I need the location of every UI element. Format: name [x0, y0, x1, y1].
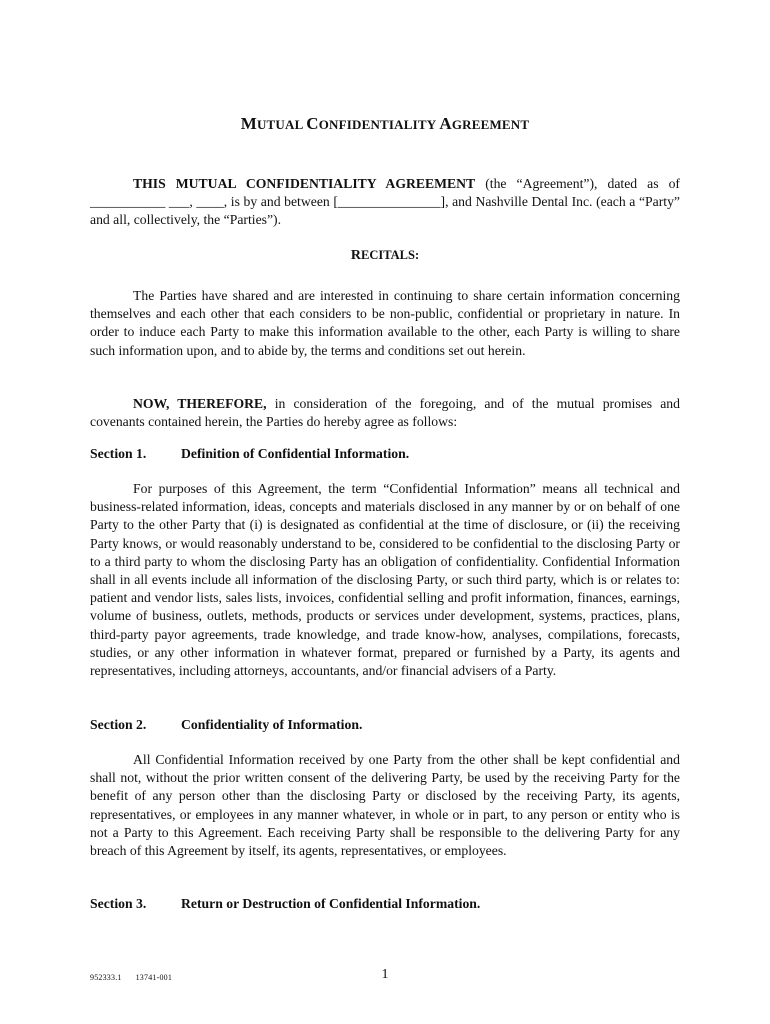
now-therefore-bold-lead: NOW, THEREFORE,	[133, 396, 267, 411]
section-3-title: Return or Destruction of Confidential Information.	[181, 896, 481, 911]
now-therefore-paragraph	[90, 395, 680, 431]
footer-doc-id: 952333.1	[90, 973, 122, 982]
section-2-heading	[90, 717, 680, 733]
section-3-number: Section 3.	[90, 896, 147, 911]
now-therefore-text: in consideration of the foregoing, and of the mutual promises and covenants contained herein, the Parties do hereby agree as follows:	[90, 396, 680, 430]
section-2-title: Confidentiality of Information.	[181, 717, 363, 732]
section-1-heading	[90, 446, 680, 462]
section-3-heading	[90, 896, 680, 912]
footer-matter-id: 13741-001	[135, 973, 173, 982]
intro-text: (the “Agreement”), dated as of ___________ ___, ____, is by and between [_______________], and Nashville Dental Inc. (each a “Party” and all, collectively, the “Parties”).	[90, 176, 680, 228]
page-number: 1	[381, 967, 389, 982]
section-2-number: Section 2.	[90, 717, 147, 732]
document-title: MUTUAL CONFIDENTIALITY AGREEMENT	[240, 114, 530, 133]
section-1-number: Section 1.	[90, 446, 147, 461]
intro-bold-lead: THIS MUTUAL CONFIDENTIALITY AGREEMENT	[133, 176, 476, 191]
section-1-title: Definition of Confidential Information.	[181, 446, 410, 461]
recitals-paragraph: The Parties have shared and are interested in continuing to share certain information concerning themselves and each other that each considers to be non-public, confidential or proprietary in nature. In order to induce each Party to make this information available to the other, each Party is willing to share such information upon, and to abide by, the terms and conditions set out herein.	[90, 288, 680, 358]
intro-paragraph	[90, 175, 680, 230]
section-1-body: For purposes of this Agreement, the term “Confidential Information” means all technical and business-related information, ideas, concepts and materials disclosed in any manner by or on behalf of one Party to the other Party that (i) is designated as confidential at the time of disclosure, or (ii) the receiving Party knows, or would reasonably understand to be, considered to be confidential to the disclosing Party or to a third party to whom the disclosing Party has an obligation of confidentiality. Confidential Information shall in all events include all information of the disclosing Party, or such third party, which is or relates to: patient and vendor lists, sales lists, invoices, confidential selling and profit information, finances, earnings, volume of business, outlets, methods, products or services under development, systems, practices, plans, third-party payor agreements, trade knowledge, and trade know-how, analyses, compilations, forecasts, studies, or any other information in whatever format, prepared or furnished by a Party, its agents and representatives, including attorneys, accountants, and/or financial advisers of a Party.	[90, 481, 680, 679]
section-2-body: All Confidential Information received by one Party from the other shall be kept confidential and shall not, without the prior written consent of the delivering Party, be used by the receiving Party for the benefit of any person other than the disclosing Party or disclosed by the receiving Party, its agents, representatives, or employees in any manner whatever, in whole or in part, to any person or entity who is not a Party to this Agreement. Each receiving Party shall be responsible to the delivering Party for any breach of this Agreement by itself, its agents, representatives, or employees.	[90, 752, 680, 859]
recitals-heading: RECITALS:	[350, 248, 420, 263]
